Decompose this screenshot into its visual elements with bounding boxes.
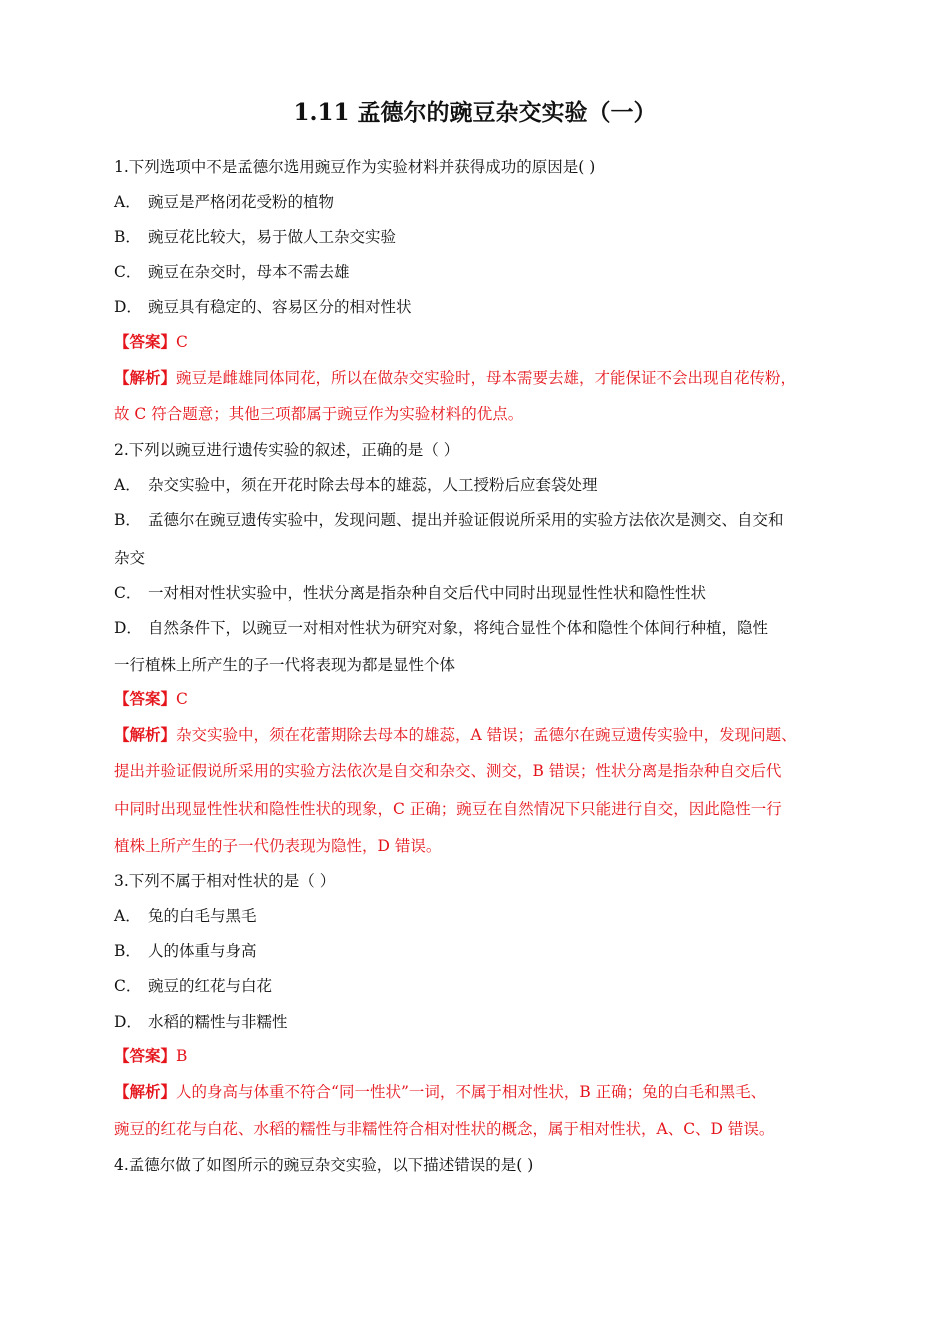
question-2-option-a (114, 475, 854, 495)
analysis-tag: 【解析】 (114, 368, 177, 387)
question-1-option-a (114, 192, 854, 212)
option-text: 兔的白毛与黑毛 (148, 907, 257, 925)
question-2-analysis-line-1 (114, 725, 854, 745)
question-1-option-b (114, 227, 854, 247)
option-letter: B． (114, 228, 141, 246)
answer-tag: 【答案】 (114, 1046, 177, 1065)
analysis-tag: 【解析】 (114, 1082, 177, 1101)
option-text: 豌豆是严格闭花受粉的植物 (148, 193, 335, 211)
question-4-stem: 4.孟德尔做了如图所示的豌豆杂交实验，以下描述错误的是( ) (114, 1156, 534, 1174)
question-2-option-b (114, 510, 854, 530)
option-text: 杂交实验中，须在开花时除去母本的雄蕊，人工授粉后应套袋处理 (148, 476, 598, 494)
option-text: 自然条件下，以豌豆一对相对性状为研究对象，将纯合显性个体和隐性个体间行种植，隐性 (148, 619, 769, 637)
option-letter: B． (114, 942, 141, 960)
question-1-analysis-line-1 (114, 368, 854, 388)
option-letter: D． (114, 298, 142, 316)
option-letter: A． (114, 193, 141, 211)
analysis-tag: 【解析】 (114, 725, 177, 744)
answer-value: B (176, 1047, 188, 1065)
page-title: 1.11 孟德尔的豌豆杂交实验（一） (293, 99, 657, 126)
question-3-analysis-line-1 (114, 1082, 854, 1102)
question-2-answer (114, 689, 854, 709)
option-letter: C． (114, 977, 142, 995)
question-3-stem: 3.下列不属于相对性状的是（ ） (114, 872, 336, 890)
question-2-stem: 2.下列以豌豆进行遗传实验的叙述，正确的是（ ） (114, 441, 460, 459)
question-1-option-d (114, 297, 854, 317)
option-text: 豌豆在杂交时，母本不需去雄 (148, 263, 350, 281)
analysis-text: 杂交实验中，须在花蕾期除去母本的雄蕊，A 错误；孟德尔在豌豆遗传实验中，发现问题、 (176, 726, 797, 744)
question-3-option-d (114, 1012, 854, 1032)
analysis-text: 豌豆是雌雄同体同花，所以在做杂交实验时，母本需要去雄，才能保证不会出现自花传粉， (176, 369, 797, 387)
option-letter: A． (114, 907, 141, 925)
option-text: 豌豆的红花与白花 (148, 977, 273, 995)
option-letter: C． (114, 584, 142, 602)
question-2-analysis-line-3: 中同时出现显性性状和隐性性状的现象，C 正确；豌豆在自然情况下只能进行自交，因此隐性一行 (114, 800, 782, 818)
question-2-analysis-line-2: 提出并验证假说所采用的实验方法依次是自交和杂交、测交，B 错误；性状分离是指杂种自交后代 (114, 762, 782, 780)
question-2-option-d (114, 618, 854, 638)
answer-tag: 【答案】 (114, 689, 177, 708)
answer-tag: 【答案】 (114, 332, 177, 351)
option-letter: D． (114, 1013, 142, 1031)
question-1-answer (114, 332, 854, 352)
answer-value: C (176, 333, 188, 351)
question-3-answer (114, 1046, 854, 1066)
question-3-option-b (114, 941, 854, 961)
option-text: 人的体重与身高 (148, 942, 257, 960)
option-text: 豌豆花比较大，易于做人工杂交实验 (148, 228, 397, 246)
question-2-option-d-continued: 一行植株上所产生的子一代将表现为都是显性个体 (114, 656, 456, 674)
question-1-analysis-line-2: 故 C 符合题意；其他三项都属于豌豆作为实验材料的优点。 (114, 405, 524, 423)
question-1-option-c (114, 262, 854, 282)
option-letter: A． (114, 476, 141, 494)
question-3-option-c (114, 976, 854, 996)
analysis-text: 人的身高与体重不符合“同一性状”一词，不属于相对性状，B 正确；兔的白毛和黑毛、 (176, 1083, 767, 1101)
question-2-option-c (114, 583, 854, 603)
question-2-option-b-continued: 杂交 (114, 549, 146, 567)
option-text: 水稻的糯性与非糯性 (148, 1013, 288, 1031)
option-letter: C． (114, 263, 142, 281)
option-letter: D． (114, 619, 142, 637)
option-text: 一对相对性状实验中，性状分离是指杂种自交后代中同时出现显性性状和隐性性状 (148, 584, 707, 602)
option-text: 孟德尔在豌豆遗传实验中，发现问题、提出并验证假说所采用的实验方法依次是测交、自交和 (148, 511, 784, 529)
answer-value: C (176, 690, 188, 708)
option-text: 豌豆具有稳定的、容易区分的相对性状 (148, 298, 412, 316)
question-1-stem: 1.下列选项中不是孟德尔选用豌豆作为实验材料并获得成功的原因是( ) (114, 158, 596, 176)
question-2-analysis-line-4: 植株上所产生的子一代仍表现为隐性，D 错误。 (114, 837, 442, 855)
question-3-analysis-line-2: 豌豆的红花与白花、水稻的糯性与非糯性符合相对性状的概念，属于相对性状，A、C、D 错误。 (114, 1120, 775, 1138)
option-letter: B． (114, 511, 141, 529)
question-3-option-a (114, 906, 854, 926)
